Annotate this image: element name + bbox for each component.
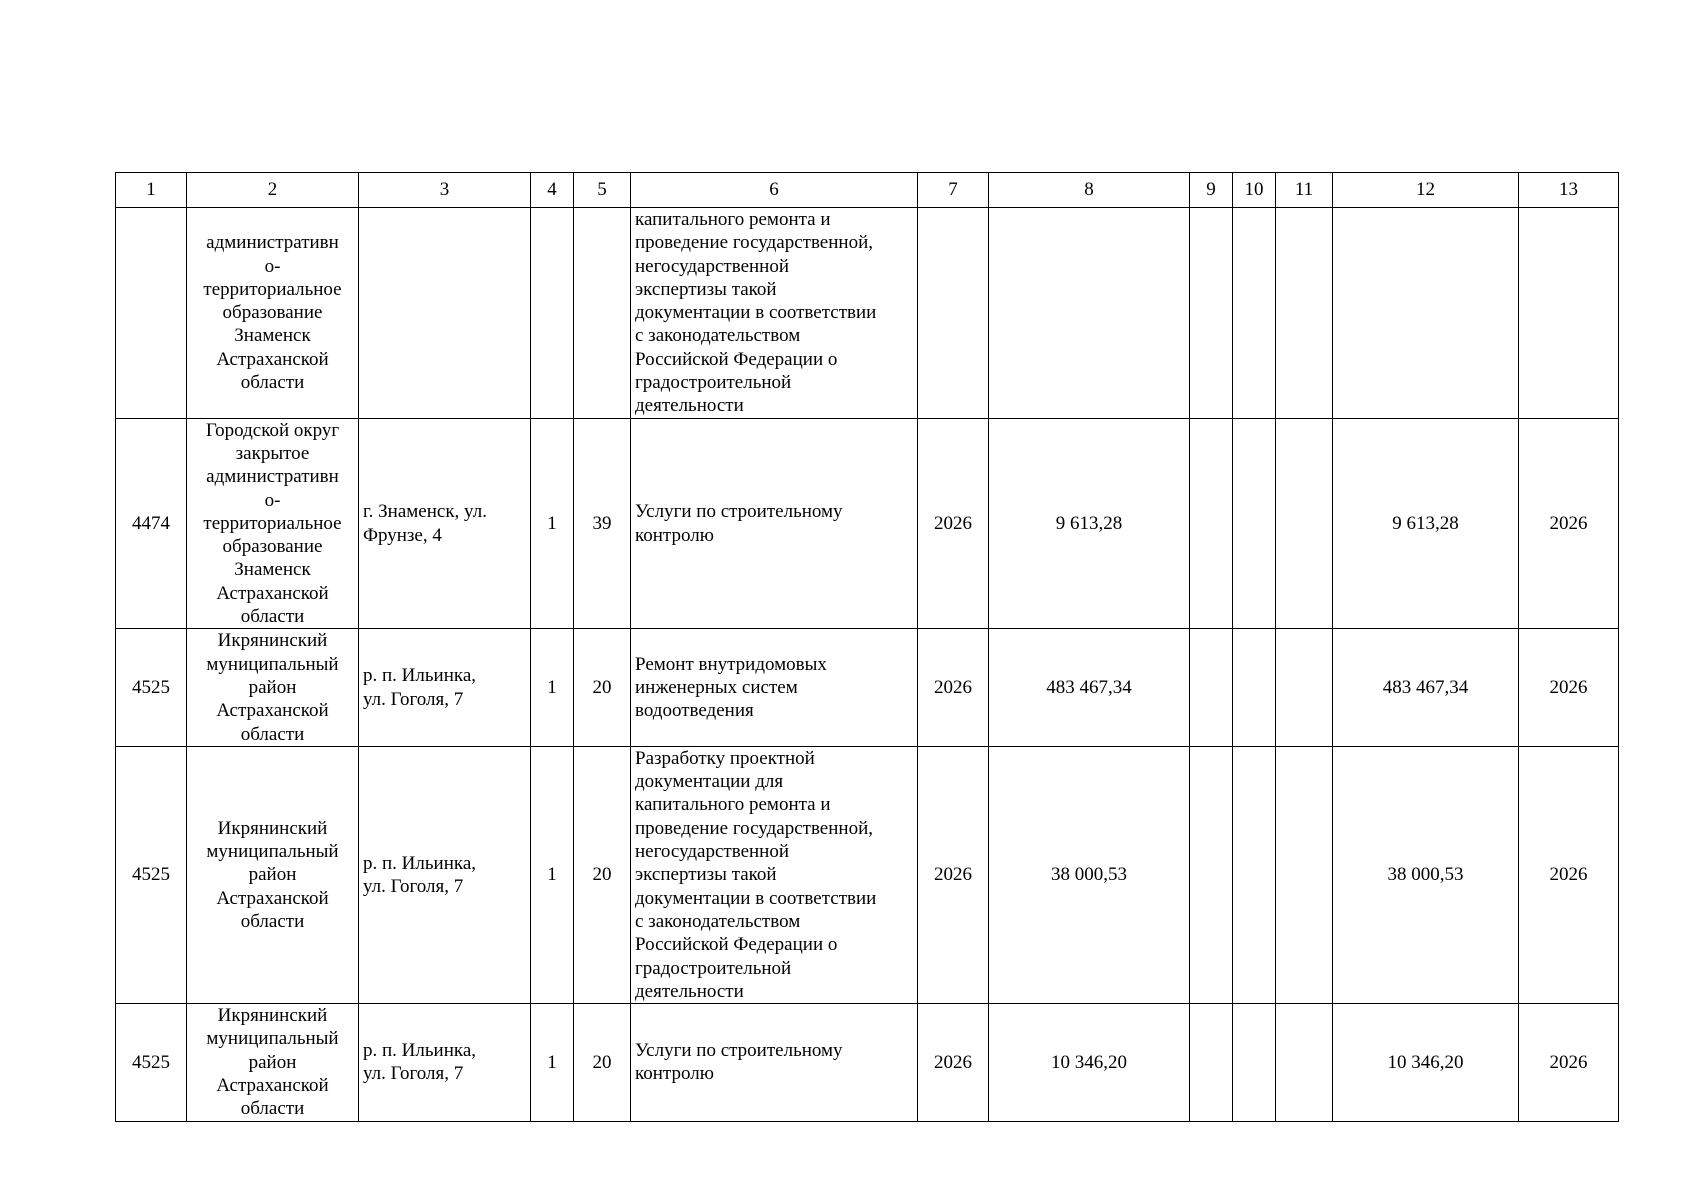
end-year-cell: 2026 [1519, 1004, 1619, 1121]
header-cell: 9 [1190, 173, 1233, 208]
col11-cell [1276, 746, 1333, 1003]
col11-cell [1276, 1004, 1333, 1121]
year-cell: 2026 [918, 1004, 989, 1121]
total-cost-cell [1333, 208, 1519, 419]
col4-cell: 1 [531, 418, 574, 629]
col11-cell [1276, 629, 1333, 746]
address-cell [359, 208, 531, 419]
col9-cell [1190, 746, 1233, 1003]
col5-cell: 20 [574, 1004, 631, 1121]
col9-cell [1190, 629, 1233, 746]
header-cell: 5 [574, 173, 631, 208]
year-cell: 2026 [918, 746, 989, 1003]
total-cost-cell: 9 613,28 [1333, 418, 1519, 629]
year-cell: 2026 [918, 418, 989, 629]
municipality-cell: Икрянинский муниципальный район Астраханской области [187, 629, 359, 746]
col10-cell [1233, 746, 1276, 1003]
total-cost-cell: 38 000,53 [1333, 746, 1519, 1003]
header-cell: 2 [187, 173, 359, 208]
col11-cell [1276, 418, 1333, 629]
end-year-cell: 2026 [1519, 746, 1619, 1003]
address-cell: р. п. Ильинка, ул. Гоголя, 7 [359, 1004, 531, 1121]
header-cell: 10 [1233, 173, 1276, 208]
table-row [116, 746, 1619, 1003]
col11-cell [1276, 208, 1333, 419]
col4-cell [531, 208, 574, 419]
municipality-cell: Городской округ закрытое административн о- территориальное образование Знаменск Астраханской области [187, 418, 359, 629]
row-number-cell: 4525 [116, 1004, 187, 1121]
col4-cell: 1 [531, 629, 574, 746]
address-cell: г. Знаменск, ул. Фрунзе, 4 [359, 418, 531, 629]
col10-cell [1233, 208, 1276, 419]
header-cell: 8 [989, 173, 1190, 208]
col5-cell: 20 [574, 746, 631, 1003]
year-cell [918, 208, 989, 419]
municipality-cell: Икрянинский муниципальный район Астраханской области [187, 1004, 359, 1121]
header-cell: 3 [359, 173, 531, 208]
address-cell: р. п. Ильинка, ул. Гоголя, 7 [359, 629, 531, 746]
header-cell: 12 [1333, 173, 1519, 208]
header-cell: 7 [918, 173, 989, 208]
cost-cell [989, 208, 1190, 419]
work-type-cell: Ремонт внутридомовых инженерных систем водоотведения [631, 629, 918, 746]
end-year-cell: 2026 [1519, 418, 1619, 629]
header-cell: 4 [531, 173, 574, 208]
work-type-cell: Услуги по строительному контролю [631, 418, 918, 629]
table-row [116, 418, 1619, 629]
cost-cell: 38 000,53 [989, 746, 1190, 1003]
header-cell: 13 [1519, 173, 1619, 208]
table-row [116, 629, 1619, 746]
col9-cell [1190, 208, 1233, 419]
col10-cell [1233, 418, 1276, 629]
address-cell: р. п. Ильинка, ул. Гоголя, 7 [359, 746, 531, 1003]
row-number-cell [116, 208, 187, 419]
col4-cell: 1 [531, 746, 574, 1003]
col10-cell [1233, 629, 1276, 746]
header-row [116, 173, 1619, 208]
cost-cell: 483 467,34 [989, 629, 1190, 746]
header-cell: 11 [1276, 173, 1333, 208]
row-number-cell: 4525 [116, 629, 187, 746]
row-number-cell: 4525 [116, 746, 187, 1003]
col9-cell [1190, 1004, 1233, 1121]
table-row [116, 1004, 1619, 1121]
header-cell: 1 [116, 173, 187, 208]
cost-cell: 10 346,20 [989, 1004, 1190, 1121]
work-type-cell: Разработку проектной документации для капитального ремонта и проведение государственной, негосударственной экспертизы такой документации в соответствии с законодательством Российской Федерации о градостроительной деятельности [631, 746, 918, 1003]
municipality-cell: административн о- территориальное образование Знаменск Астраханской области [187, 208, 359, 419]
end-year-cell [1519, 208, 1619, 419]
cost-cell: 9 613,28 [989, 418, 1190, 629]
work-type-cell: Услуги по строительному контролю [631, 1004, 918, 1121]
work-type-cell: капитального ремонта и проведение государственной, негосударственной экспертизы такой документации в соответствии с законодательством Российской Федерации о градостроительной деятельности [631, 208, 918, 419]
data-table [115, 172, 1619, 1122]
end-year-cell: 2026 [1519, 629, 1619, 746]
table-row [116, 208, 1619, 419]
col5-cell: 39 [574, 418, 631, 629]
col10-cell [1233, 1004, 1276, 1121]
col5-cell: 20 [574, 629, 631, 746]
total-cost-cell: 483 467,34 [1333, 629, 1519, 746]
year-cell: 2026 [918, 629, 989, 746]
municipality-cell: Икрянинский муниципальный район Астраханской области [187, 746, 359, 1003]
row-number-cell: 4474 [116, 418, 187, 629]
col4-cell: 1 [531, 1004, 574, 1121]
header-cell: 6 [631, 173, 918, 208]
total-cost-cell: 10 346,20 [1333, 1004, 1519, 1121]
col9-cell [1190, 418, 1233, 629]
col5-cell [574, 208, 631, 419]
